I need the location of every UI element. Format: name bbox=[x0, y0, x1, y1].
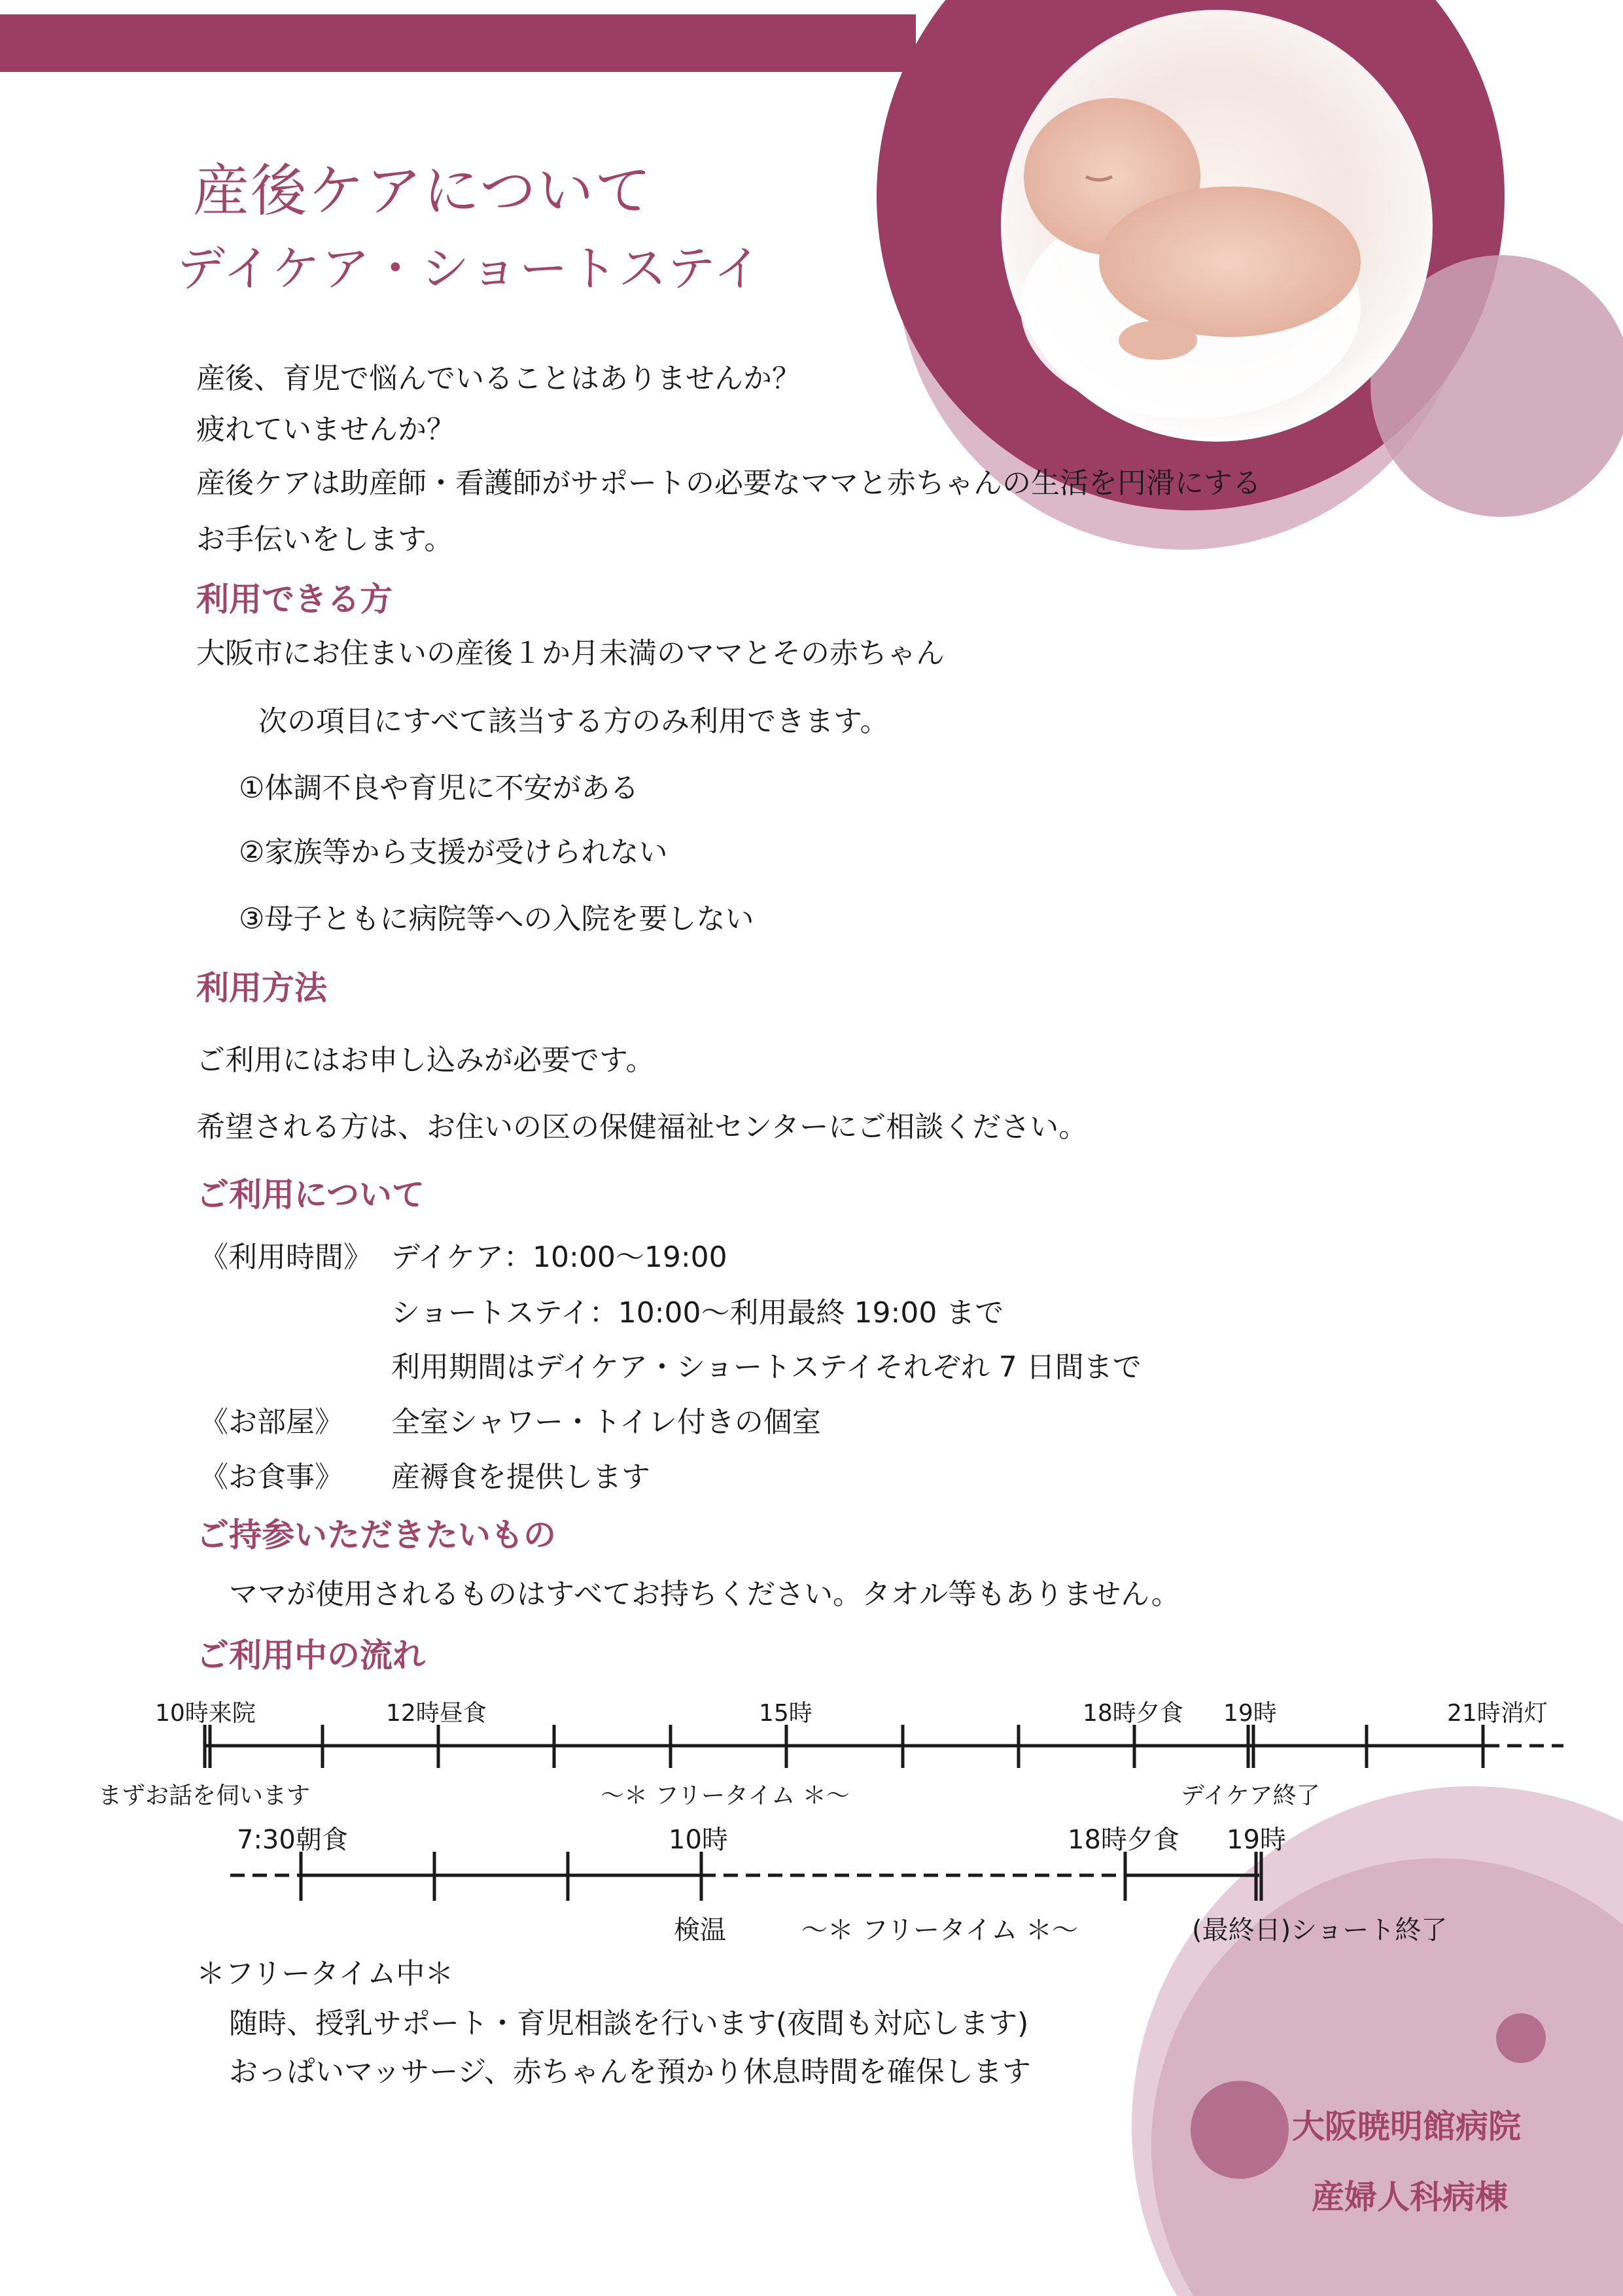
intro-line-1: 産後、育児で悩んでいることはありませんか？ bbox=[196, 362, 801, 395]
page-subtitle: デイケア・ショートステイ bbox=[177, 241, 763, 297]
day1-label-intake: まずお話を伺います bbox=[98, 1782, 311, 1809]
eligibility-lead: 大阪市にお住まいの産後１か月未満のママとその赤ちゃん bbox=[196, 637, 945, 670]
ward-name: 産婦人科病棟 bbox=[1312, 2178, 1508, 2216]
page-title: 産後ケアについて bbox=[193, 158, 653, 224]
bottom-dot-right bbox=[1496, 2013, 1546, 2063]
method-heading: 利用方法 bbox=[196, 969, 327, 1007]
day1-label-1000: 10時来院 bbox=[155, 1700, 256, 1727]
eligibility-item-2: ②家族等から支援が受けられない bbox=[239, 836, 668, 869]
usage-meal-label: 《お食事》 bbox=[200, 1460, 343, 1494]
bring-text: ママが使用されるものはすべてお持ちください。タオル等もありません。 bbox=[229, 1578, 1180, 1611]
timeline-day1 bbox=[205, 1725, 1563, 1768]
usage-room-value: 全室シャワー・トイレ付きの個室 bbox=[391, 1405, 821, 1439]
method-line-2: 希望される方は、お住いの区の保健福祉センターにご相談ください。 bbox=[196, 1110, 1088, 1144]
day1-label-1500: 15時 bbox=[759, 1700, 812, 1727]
usage-time-line-1: デイケア：10:00～19:00 bbox=[391, 1241, 727, 1274]
hospital-name: 大阪暁明館病院 bbox=[1292, 2108, 1521, 2146]
day2-label-1900: 19時 bbox=[1227, 1825, 1286, 1855]
flow-heading: ご利用中の流れ bbox=[196, 1636, 425, 1674]
day2-label-1800: 18時夕食 bbox=[1068, 1825, 1179, 1855]
method-line-1: ご利用にはお申し込みが必要です。 bbox=[196, 1044, 655, 1077]
day1-label-1900: 19時 bbox=[1223, 1700, 1277, 1727]
day1-label-2100: 21時消灯 bbox=[1447, 1700, 1548, 1727]
intro-line-2: 疲れていませんか？ bbox=[196, 413, 455, 446]
usage-time-line-2: ショートステイ：10:00～利用最終 19:00 まで bbox=[391, 1296, 1004, 1330]
usage-room-label: 《お部屋》 bbox=[200, 1405, 343, 1439]
freetime-line-2: おっぱいマッサージ、赤ちゃんを預かり休息時間を確保します bbox=[229, 2055, 1031, 2089]
timeline-day2 bbox=[230, 1852, 1261, 1901]
usage-time-label: 《利用時間》 bbox=[200, 1241, 372, 1274]
freetime-line-1: 随時、授乳サポート・育児相談を行います(夜間も対応します) bbox=[229, 2007, 1029, 2040]
baby-photo bbox=[1001, 10, 1433, 442]
freetime-heading: ＊フリータイム中＊ bbox=[196, 1957, 454, 1990]
day1-label-freetime: ～＊ フリータイム ＊～ bbox=[601, 1782, 850, 1809]
day2-label-1000: 10時 bbox=[669, 1825, 728, 1855]
eligibility-item-3: ③母子ともに病院等への入院を要しない bbox=[239, 902, 754, 936]
usage-heading: ご利用について bbox=[196, 1176, 425, 1214]
day1-label-1200: 12時昼食 bbox=[386, 1700, 487, 1727]
intro-line-4: お手伝いをします。 bbox=[196, 523, 453, 556]
day2-label-short-end: (最終日)ショート終了 bbox=[1192, 1915, 1448, 1945]
day2-label-0730: 7:30朝食 bbox=[237, 1825, 348, 1855]
usage-time-line-3: 利用期間はデイケア・ショートステイそれぞれ 7 日間まで bbox=[391, 1351, 1142, 1384]
day2-label-freetime: ～＊ フリータイム ＊～ bbox=[801, 1915, 1079, 1945]
eligibility-note: 次の項目にすべて該当する方のみ利用できます。 bbox=[258, 705, 889, 738]
usage-meal-value: 産褥食を提供します bbox=[391, 1460, 650, 1494]
intro-line-3: 産後ケアは助産師・看護師がサポートの必要なママと赤ちゃんの生活を円滑にする bbox=[196, 467, 1261, 500]
eligibility-heading: 利用できる方 bbox=[196, 580, 393, 618]
day1-label-1800: 18時夕食 bbox=[1083, 1700, 1183, 1727]
eligibility-item-1: ①体調不良や育児に不安がある bbox=[239, 771, 639, 805]
day1-label-daycare-end: デイケア終了 bbox=[1181, 1782, 1320, 1809]
bottom-dot-left bbox=[1191, 2081, 1289, 2179]
bring-heading: ご持参いただきたいもの bbox=[196, 1516, 556, 1554]
day2-label-temperature: 検温 bbox=[674, 1915, 726, 1945]
